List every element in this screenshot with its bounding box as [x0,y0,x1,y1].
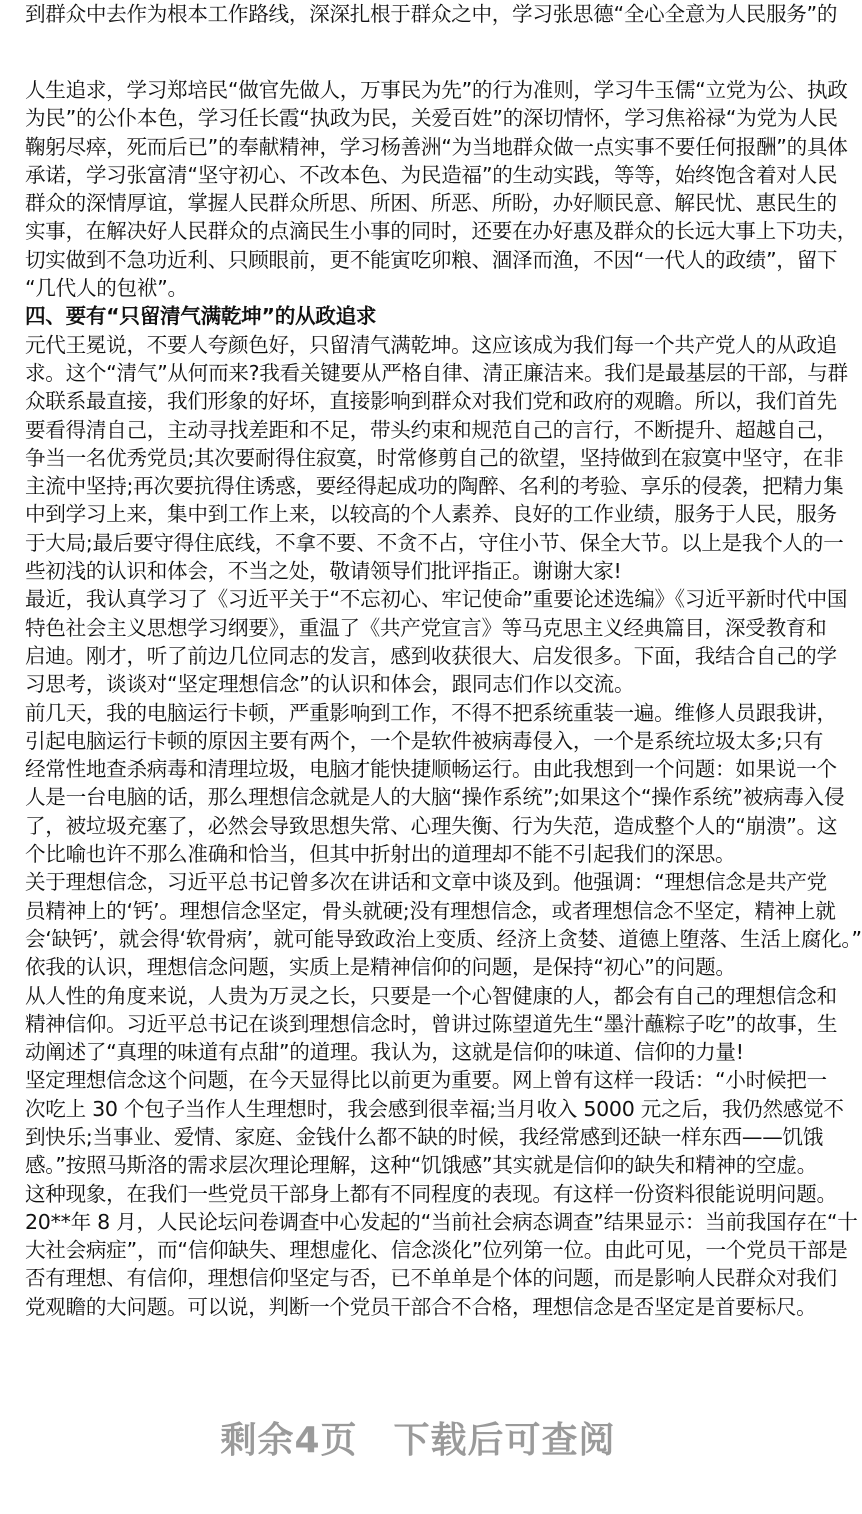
text-line: 前几天，我的电脑运行卡顿，严重影响到工作，不得不把系统重装一遍。维修人员跟我讲， [25,700,837,725]
text-line: 从人性的角度来说，人贵为万灵之长，只要是一个心智健康的人，都会有自己的理想信念和 [25,983,837,1008]
text-line: 切实做到不急功近利、只顾眼前，更不能寅吃卯粮、涸泽而渔，不因“一代人的政绩”，留下 [25,247,838,272]
text-line: 党观瞻的大问题。可以说，判断一个党员干部合不合格，理想信念是否坚定是首要标尺。 [25,1294,817,1319]
text-line: 中到学习上来，集中到工作上来，以较高的个人素养、良好的工作业绩，服务于人民，服务 [25,502,837,527]
download-to-view-label: 下载后可查阅 [393,1420,616,1461]
text-line: 动阐述了“真理的味道有点甜”的道理。我认为，这就是信仰的味道、信仰的力量! [25,1040,744,1065]
text-line: 20**年 8 月，人民论坛问卷调查中心发起的“当前社会病态调查”结果显示：当前我国存在“十 [25,1209,858,1234]
text-line: 到快乐;当事业、爱情、家庭、金钱什么都不缺的时候，我经常感到还缺一样东西——饥饿 [25,1124,824,1149]
text-line: 特色社会主义思想学习纲要》，重温了《共产党宣言》等马克思主义经典篇目，深受教育和 [25,615,827,640]
text-line: 要看得清自己，主动寻找差距和不足，带头约束和规范自己的言行，不断提升、超越自己， [25,417,837,442]
text-line: 个比喻也许不那么准确和恰当，但其中折射出的道理却不能不引起我们的深思。 [25,842,736,867]
text-line: 次吃上 30 个包子当作人生理想时，我会感到很幸福;当月收入 5000 元之后，我仍然感觉不 [25,1096,844,1121]
download-prompt[interactable] [0,1412,836,1463]
text-line: 精神信仰。习近平总书记在谈到理想信念时，曾讲过陈望道先生“墨汁蘸粽子吃”的故事，生 [25,1011,838,1036]
text-line: 些初浅的认识和体会，不当之处，敬请领导们批评指正。谢谢大家! [25,559,622,584]
text-line: 引起电脑运行卡顿的原因主要有两个，一个是软件被病毒侵入，一个是系统垃圾太多;只有 [25,728,824,753]
text-line: 否有理想、有信仰，理想信仰坚定与否，已不单单是个体的问题，而是影响人民群众对我们 [25,1266,837,1291]
text-line: 众联系最直接，我们形象的好坏，直接影响到群众对我们党和政府的观瞻。所以，我们首先 [25,389,837,414]
remaining-pages-label: 剩余4页 [220,1420,358,1461]
text-line: 感。”按照马斯洛的需求层次理论理解，这种“饥饿感”其实就是信仰的缺失和精神的空虚。 [25,1153,817,1178]
text-line: 求。这个“清气”从何而来?我看关键要从严格自律、清正廉洁来。我们是最基层的干部，与群 [25,360,848,385]
text-line: 习思考，谈谈对“坚定理想信念”的认识和体会，跟同志们作以交流。 [25,672,635,697]
text-line: 承诺，学习张富清“坚守初心、不改本色、为民造福”的生动实践，等等，始终饱含着对人民 [25,162,838,187]
text-line: 大社会病症”，而“信仰缺失、理想虚化、信念淡化”位列第一位。由此可见，一个党员干部是 [25,1238,848,1263]
text-line: 这种现象，在我们一些党员干部身上都有不同程度的表现。有这样一份资料很能说明问题。 [25,1181,837,1206]
text-line: 实事，在解决好人民群众的点滴民生小事的同时，还要在办好惠及群众的长远大事上下功夫， [25,219,858,244]
text-line: 群众的深情厚谊，掌握人民群众所思、所困、所恶、所盼，办好顺民意、解民忧、惠民生的 [25,191,837,216]
text-line: 主流中坚持;再次要抗得住诱惑，要经得起成功的陶醉、名利的考验、享乐的侵袭，把精力集 [25,474,844,499]
text-line: 争当一名优秀党员;其次要耐得住寂寞，时常修剪自己的欲望，坚持做到在寂寞中坚守，在非 [25,445,844,470]
text-line: 经常性地查杀病毒和清理垃圾，电脑才能快捷顺畅运行。由此我想到一个问题：如果说一个 [25,757,837,782]
text-line: 会‘缺钙’，就会得‘软骨病’，就可能导致政治上变质、经济上贪婪、道德上堕落、生活上腐化。” [25,926,862,951]
text-line: 员精神上的‘钙’。理想信念坚定，骨头就硬;没有理想信念，或者理想信念不坚定，精神上就 [25,898,836,923]
text-line: 了，被垃圾充塞了，必然会导致思想失常、心理失衡、行为失范，造成整个人的“崩溃”。这 [25,813,838,838]
text-line: 依我的认识，理想信念问题，实质上是精神信仰的问题，是保持“初心”的问题。 [25,955,736,980]
text-line: 元代王冕说，不要人夸颜色好，只留清气满乾坤。这应该成为我们每一个共产党人的从政追 [25,332,837,357]
text-line: 人是一台电脑的话，那么理想信念就是人的大脑“操作系统”;如果这个“操作系统”被病毒入侵 [25,785,845,810]
text-line: 最近，我认真学习了《习近平关于“不忘初心、牢记使命”重要论述选编》《习近平新时代中国 [25,587,848,612]
document-first-line [25,0,838,28]
text-line: 关于理想信念，习近平总书记曾多次在讲话和文章中谈及到。他强调：“理想信念是共产党 [25,870,827,895]
document-body [25,76,862,1321]
text-line: 到群众中去作为根本工作路线，深深扎根于群众之中，学习张思德“全心全意为人民服务”的 [25,2,838,26]
text-line: 鞠躬尽瘁，死而后已”的奉献精神，学习杨善洲“为当地群众做一点实事不要任何报酬”的具体 [25,134,848,159]
text-line: 于大局;最后要守得住底线，不拿不要、不贪不占，守住小节、保全大节。以上是我个人的一 [25,530,844,555]
text-line: 启迪。刚才，听了前边几位同志的发言，感到收获很大、启发很多。下面，我结合自己的学 [25,643,837,668]
text-line: 为民”的公仆本色，学习任长霞“执政为民，关爱百姓”的深切情怀，学习焦裕禄“为党为人民 [25,106,838,131]
text-line: “几代人的包袱”。 [25,276,188,301]
section-heading: 四、要有“只留清气满乾坤”的从政追求 [25,304,377,329]
text-line: 人生追求，学习郑培民“做官先做人，万事民为先”的行为准则，学习牛玉儒“立党为公、执政 [25,78,848,102]
text-line: 坚定理想信念这个问题，在今天显得比以前更为重要。网上曾有这样一段话：“小时候把一 [25,1068,827,1093]
